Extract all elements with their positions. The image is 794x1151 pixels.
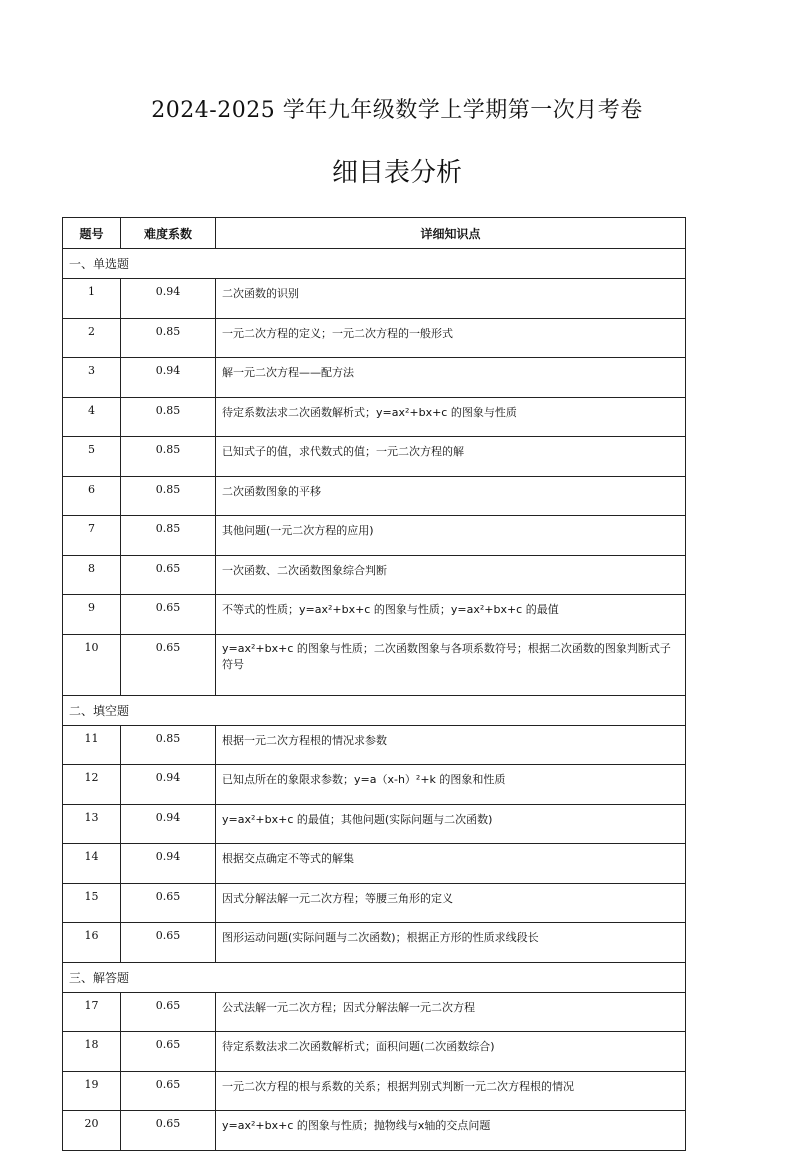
section-row <box>63 695 686 725</box>
section-title: 三、解答题 <box>63 962 686 992</box>
question-number-cell: 18 <box>63 1032 121 1072</box>
header-knowledge-points: 详细知识点 <box>216 218 686 249</box>
table-row <box>63 1032 686 1072</box>
difficulty-cell: 0.85 <box>121 397 216 437</box>
question-number-cell: 8 <box>63 555 121 595</box>
knowledge-point-cell: 二次函数的识别 <box>216 279 686 319</box>
question-number-cell: 9 <box>63 595 121 635</box>
table-header-row <box>63 218 686 249</box>
knowledge-point-cell: 待定系数法求二次函数解析式；面积问题(二次函数综合) <box>216 1032 686 1072</box>
table-row <box>63 595 686 635</box>
knowledge-point-cell: 已知点所在的象限求参数；y=a（x-h）²+k 的图象和性质 <box>216 765 686 805</box>
question-number-cell: 14 <box>63 844 121 884</box>
knowledge-point-cell: 二次函数图象的平移 <box>216 476 686 516</box>
table-row <box>63 476 686 516</box>
question-number-cell: 6 <box>63 476 121 516</box>
question-number-cell: 15 <box>63 883 121 923</box>
question-number-cell: 2 <box>63 318 121 358</box>
table-body <box>63 249 686 1151</box>
difficulty-cell: 0.94 <box>121 844 216 884</box>
knowledge-point-cell: 其他问题(一元二次方程的应用) <box>216 516 686 556</box>
question-number-cell: 10 <box>63 634 121 695</box>
table-row <box>63 883 686 923</box>
table-row <box>63 804 686 844</box>
knowledge-point-cell: 一元二次方程的定义；一元二次方程的一般形式 <box>216 318 686 358</box>
table-row <box>63 516 686 556</box>
question-number-cell: 17 <box>63 992 121 1032</box>
question-number-cell: 16 <box>63 923 121 963</box>
table-row <box>63 765 686 805</box>
table-row <box>63 358 686 398</box>
knowledge-point-cell: 根据一元二次方程根的情况求参数 <box>216 725 686 765</box>
table-row <box>63 634 686 695</box>
section-row <box>63 962 686 992</box>
table-row <box>63 437 686 477</box>
difficulty-cell: 0.65 <box>121 883 216 923</box>
difficulty-cell: 0.85 <box>121 476 216 516</box>
difficulty-cell: 0.85 <box>121 437 216 477</box>
knowledge-point-cell: 一元二次方程的根与系数的关系；根据判别式判断一元二次方程根的情况 <box>216 1071 686 1111</box>
difficulty-cell: 0.65 <box>121 1071 216 1111</box>
question-number-cell: 7 <box>63 516 121 556</box>
table-row <box>63 1111 686 1151</box>
table-row <box>63 555 686 595</box>
difficulty-cell: 0.85 <box>121 516 216 556</box>
difficulty-cell: 0.94 <box>121 804 216 844</box>
difficulty-cell: 0.65 <box>121 595 216 635</box>
knowledge-point-cell: 解一元二次方程——配方法 <box>216 358 686 398</box>
question-number-cell: 1 <box>63 279 121 319</box>
question-number-cell: 5 <box>63 437 121 477</box>
difficulty-cell: 0.65 <box>121 634 216 695</box>
difficulty-cell: 0.65 <box>121 992 216 1032</box>
detail-table <box>62 217 686 1151</box>
table-row <box>63 992 686 1032</box>
knowledge-point-cell: 待定系数法求二次函数解析式；y=ax²+bx+c 的图象与性质 <box>216 397 686 437</box>
table-row <box>63 1071 686 1111</box>
header-difficulty: 难度系数 <box>121 218 216 249</box>
table-row <box>63 279 686 319</box>
table-row <box>63 844 686 884</box>
difficulty-cell: 0.65 <box>121 923 216 963</box>
table-row <box>63 923 686 963</box>
question-number-cell: 4 <box>63 397 121 437</box>
question-number-cell: 19 <box>63 1071 121 1111</box>
difficulty-cell: 0.94 <box>121 358 216 398</box>
question-number-cell: 20 <box>63 1111 121 1151</box>
difficulty-cell: 0.65 <box>121 555 216 595</box>
question-number-cell: 12 <box>63 765 121 805</box>
difficulty-cell: 0.65 <box>121 1032 216 1072</box>
difficulty-cell: 0.85 <box>121 318 216 358</box>
question-number-cell: 11 <box>63 725 121 765</box>
knowledge-point-cell: 根据交点确定不等式的解集 <box>216 844 686 884</box>
difficulty-cell: 0.85 <box>121 725 216 765</box>
page-title: 2024-2025 学年九年级数学上学期第一次月考卷 <box>151 98 643 123</box>
knowledge-point-cell: y=ax²+bx+c 的最值；其他问题(实际问题与二次函数) <box>216 804 686 844</box>
table-row <box>63 725 686 765</box>
table-row <box>63 397 686 437</box>
knowledge-point-cell: 不等式的性质；y=ax²+bx+c 的图象与性质；y=ax²+bx+c 的最值 <box>216 595 686 635</box>
knowledge-point-cell: y=ax²+bx+c 的图象与性质；抛物线与x轴的交点问题 <box>216 1111 686 1151</box>
section-title: 二、填空题 <box>63 695 686 725</box>
difficulty-cell: 0.94 <box>121 765 216 805</box>
difficulty-cell: 0.65 <box>121 1111 216 1151</box>
question-number-cell: 3 <box>63 358 121 398</box>
section-row <box>63 249 686 279</box>
knowledge-point-cell: 公式法解一元二次方程；因式分解法解一元二次方程 <box>216 992 686 1032</box>
table-row <box>63 318 686 358</box>
knowledge-point-cell: 已知式子的值，求代数式的值；一元二次方程的解 <box>216 437 686 477</box>
header-question-number: 题号 <box>63 218 121 249</box>
difficulty-cell: 0.94 <box>121 279 216 319</box>
knowledge-point-cell: 因式分解法解一元二次方程；等腰三角形的定义 <box>216 883 686 923</box>
question-number-cell: 13 <box>63 804 121 844</box>
knowledge-point-cell: 图形运动问题(实际问题与二次函数)；根据正方形的性质求线段长 <box>216 923 686 963</box>
knowledge-point-cell: 一次函数、二次函数图象综合判断 <box>216 555 686 595</box>
page-subtitle: 细目表分析 <box>331 158 462 188</box>
knowledge-point-cell: y=ax²+bx+c 的图象与性质；二次函数图象与各项系数符号；根据二次函数的图象判断式子符号 <box>216 634 686 695</box>
section-title: 一、单选题 <box>63 249 686 279</box>
